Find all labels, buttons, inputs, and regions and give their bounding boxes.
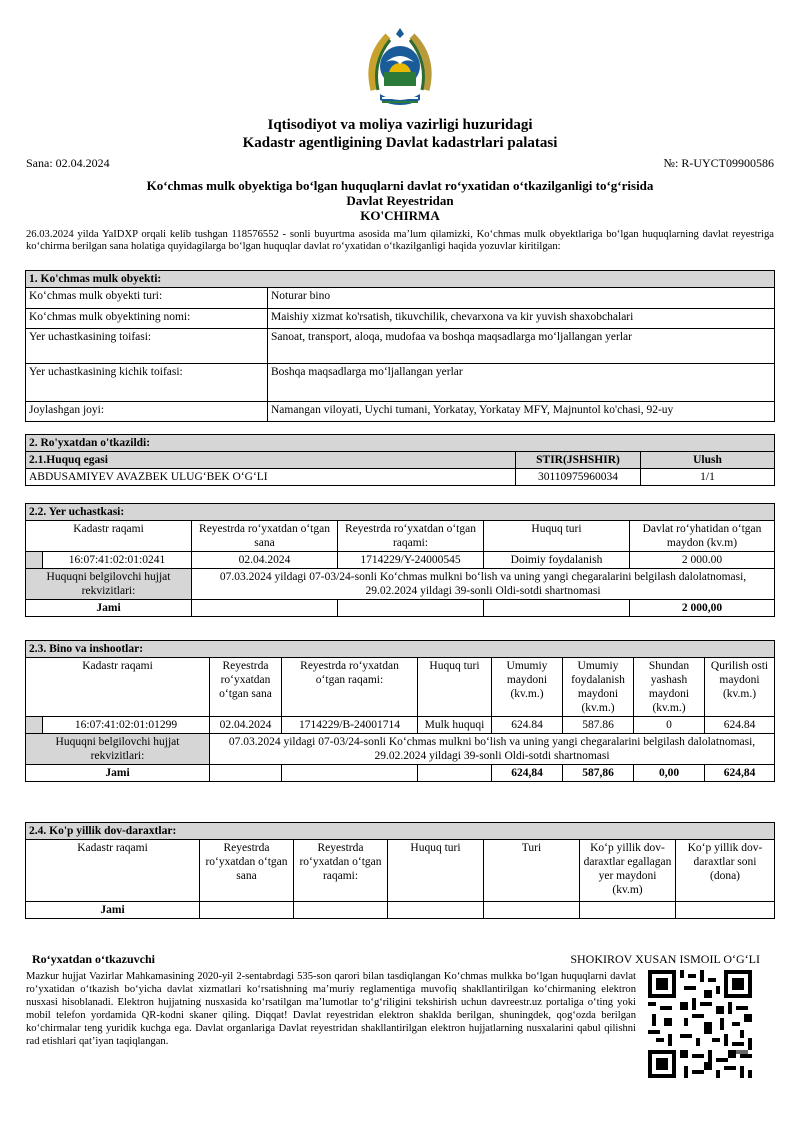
owner-share: 1/1 [641, 469, 775, 486]
col-header: Koʻp yillik dov-daraxtlar soni (dona) [676, 840, 775, 902]
field-label: Koʻchmas mulk obyekti turi: [26, 288, 268, 309]
col-header: Huquq turi [388, 840, 484, 902]
table-cell: 16:07:41:02:01:0241 [43, 552, 192, 569]
col-header: Reyestrda roʻyxatdan oʻtgan raqami: [338, 521, 484, 552]
owner-header: 2.1.Huquq egasi [26, 452, 516, 469]
section-title: 1. Ko'chmas mulk obyekti: [26, 271, 775, 288]
empty-cell [282, 765, 418, 782]
footer-notice: Mazkur hujjat Vazirlar Mahkamasining 2020-yil 2-sentabrdagi 535-son qarori bilan tasdiqlangan Koʻchmas mulkka boʻlgan huquqlarni davlat roʻyxatidan oʻtkazish boʻyicha davlat xizmatlari koʻrsatishning maʼmuriy reglamentiga muvofiq shakllantirilgan koʻchirmaning elektron nusxasi hisoblanadi. Elektron hujjatning nusxasida koʻrsatilgan maʼlumotlar toʻgʻriligini tekshirish uchun davreestr.uz portaliga oʻting yoki mobil telefon yordamida QR-kodni skaner qiling. Diqqat! Davlat reyestridan elektron shaklda berilgan, shuningdek, qogʻozda berilgan koʻchirmalar teng yuridik kuchga ega. Davlat organlariga Davlat reyestridan shakllantirilgan elektron hujjatlarning nusxalarini qabul qilishni rad etishlari qatʼiyan taqiqlangan. [26, 971, 636, 1047]
table-cell: Doimiy foydalanish [484, 552, 630, 569]
empty-cell [294, 902, 388, 919]
col-header: Huquq turi [418, 658, 492, 717]
registrar-name: SHOKIROV XUSAN ISMOIL OʻGʻLI [570, 952, 760, 966]
empty-cell [210, 765, 282, 782]
issue-date: Sana: 02.04.2024 [26, 156, 110, 170]
total-value: 587,86 [563, 765, 634, 782]
section-title: 2.4. Ko'p yillik dov-daraxtlar: [26, 823, 775, 840]
table-cell: 2 000.00 [630, 552, 775, 569]
doc-text: 07.03.2024 yildagi 07-03/24-sonli Koʻchmas mulkni boʻlish va uning yangi chegaralarini belgilash dalolatnomasi, 29.02.2024 yildagi 39-sonli Oldi-sotdi shartnomasi [192, 569, 775, 600]
table-cell: 624.84 [705, 717, 775, 734]
col-header: Kadastr raqami [26, 840, 200, 902]
empty-cell [338, 600, 484, 617]
total-label: Jami [26, 600, 192, 617]
field-label: Yer uchastkasining kichik toifasi: [26, 364, 268, 402]
stir-header: STIR(JSHSHIR) [516, 452, 641, 469]
share-header: Ulush [641, 452, 775, 469]
qr-code-icon[interactable] [648, 970, 752, 1078]
empty-cell [192, 600, 338, 617]
total-value: 624,84 [705, 765, 775, 782]
empty-cell [484, 902, 580, 919]
col-header: Umumiy foydalanish maydoni (kv.m.) [563, 658, 634, 717]
col-header: Reyestrda roʻyxatdan oʻtgan raqami: [294, 840, 388, 902]
empty-cell [580, 902, 676, 919]
table-cell: 0 [634, 717, 705, 734]
registration-table [25, 434, 775, 486]
col-header: Reyestrda roʻyxatdan oʻtgan sana [192, 521, 338, 552]
empty-cell [484, 600, 630, 617]
col-header: Koʻp yillik dov-daraxtlar egallagan yer maydoni (kv.m) [580, 840, 676, 902]
col-header: Kadastr raqami [26, 521, 192, 552]
registrar-title: Roʻyxatdan oʻtkazuvchi [32, 952, 156, 966]
col-header: Shundan yashash maydoni (kv.m.) [634, 658, 705, 717]
doc-label: Huquqni belgilovchi hujjat rekvizitlari: [26, 569, 192, 600]
field-label: Yer uchastkasining toifasi: [26, 329, 268, 364]
doc-text: 07.03.2024 yildagi 07-03/24-sonli Koʻchmas mulkni boʻlish va uning yangi chegaralarini belgilash dalolatnomasi, 29.02.2024 yildagi 39-sonli Oldi-sotdi shartnomasi [210, 734, 775, 765]
col-header: Kadastr raqami [26, 658, 210, 717]
document-title [0, 178, 800, 223]
perennial-trees-table [25, 822, 775, 919]
section-title: 2. Ro'yxatdan o'tkazildi: [26, 435, 775, 452]
row-marker [26, 717, 43, 734]
total-value: 624,84 [492, 765, 563, 782]
agency-header [0, 116, 800, 152]
section-title: 2.3. Bino va inshootlar: [26, 641, 775, 658]
table-cell: 1714229/Y-24000545 [338, 552, 484, 569]
col-header: Reyestrda roʻyxatdan oʻtgan raqami: [282, 658, 418, 717]
agency-line-2: Kadastr agentligining Davlat kadastrlari palatasi [242, 135, 558, 151]
land-plot-table [25, 503, 775, 617]
document-number: №: R-UYCT09900586 [663, 156, 774, 170]
empty-cell [418, 765, 492, 782]
col-header: Turi [484, 840, 580, 902]
col-header: Umumiy maydoni (kv.m.) [492, 658, 563, 717]
total-label: Jami [26, 902, 200, 919]
section-title: 2.2. Yer uchastkasi: [26, 504, 775, 521]
total-label: Jami [26, 765, 210, 782]
agency-line-1: Iqtisodiyot va moliya vazirligi huzuridagi [267, 117, 533, 133]
col-header: Reyestrda roʻyxatdan oʻtgan sana [200, 840, 294, 902]
row-marker [26, 552, 43, 569]
title-line-2: Davlat Reyestridan [346, 193, 454, 208]
buildings-table [25, 640, 775, 782]
col-header: Qurilish osti maydoni (kv.m.) [705, 658, 775, 717]
table-cell: 587.86 [563, 717, 634, 734]
empty-cell [388, 902, 484, 919]
total-value: 0,00 [634, 765, 705, 782]
owner-name: ABDUSAMIYEV AVAZBEK ULUGʻBEK OʻGʻLI [26, 469, 516, 486]
field-label: Joylashgan joyi: [26, 402, 268, 422]
field-value: Sanoat, transport, aloqa, mudofaa va boshqa maqsadlarga moʻljallangan yerlar [268, 329, 775, 364]
total-value: 2 000,00 [630, 600, 775, 617]
field-value: Maishiy xizmat ko'rsatish, tikuvchilik, chevarxona va kir yuvish shaxobchalari [268, 309, 775, 329]
owner-stir: 30110975960034 [516, 469, 641, 486]
property-object-table [25, 270, 775, 422]
doc-label: Huquqni belgilovchi hujjat rekvizitlari: [26, 734, 210, 765]
table-cell: 02.04.2024 [192, 552, 338, 569]
table-cell: 1714229/B-24001714 [282, 717, 418, 734]
field-value: Noturar bino [268, 288, 775, 309]
table-cell: 02.04.2024 [210, 717, 282, 734]
intro-paragraph: 26.03.2024 yilda YaIDXP orqali kelib tushgan 118576552 - sonli buyurtma asosida maʼlum qilamizki, Koʻchmas mulk obyektlariga boʻlgan huquqlarning davlat reyestriga koʻchirma berilgan sana holatiga quyidagilarga boʻlgan huquqlar davlat roʻyxatidan oʻtkazilganligi haqida yozuvlar kiritilgan: [26, 229, 774, 252]
field-label: Koʻchmas mulk obyektining nomi: [26, 309, 268, 329]
field-value: Namangan viloyati, Uychi tumani, Yorkatay, Yorkatay MFY, Majnuntol ko'chasi, 92-uy [268, 402, 775, 422]
table-cell: Mulk huquqi [418, 717, 492, 734]
table-cell: 624.84 [492, 717, 563, 734]
empty-cell [676, 902, 775, 919]
col-header: Huquq turi [484, 521, 630, 552]
state-emblem-icon [366, 28, 434, 108]
col-header: Davlat roʻyhatidan oʻtgan maydon (kv.m) [630, 521, 775, 552]
empty-cell [200, 902, 294, 919]
title-line-1: Koʻchmas mulk obyektiga boʻlgan huquqlarni davlat roʻyxatidan oʻtkazilganligi toʻgʻrisida [146, 178, 654, 193]
title-line-3: KO'CHIRMA [360, 208, 440, 223]
table-cell: 16:07:41:02:01:01299 [43, 717, 210, 734]
col-header: Reyestrda roʻyxatdan oʻtgan sana [210, 658, 282, 717]
field-value: Boshqa maqsadlarga moʻljallangan yerlar [268, 364, 775, 402]
